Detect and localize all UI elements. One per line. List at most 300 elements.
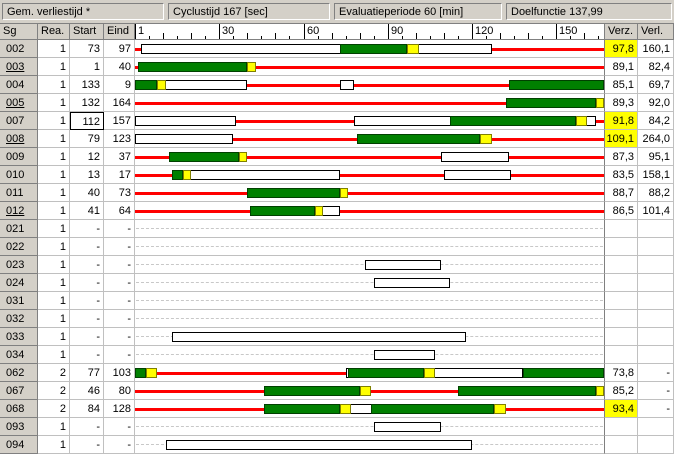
green-phase-bar (264, 386, 360, 396)
yellow-phase-bar (146, 368, 157, 378)
verz-value (605, 436, 638, 454)
signal-group-id[interactable] (0, 130, 38, 148)
green-phase-bar (135, 80, 157, 90)
green-phase-bar (264, 404, 340, 414)
ruler-tick-label: 60 (307, 25, 320, 37)
table-row[interactable] (0, 346, 674, 364)
verz-value: 88,7 (605, 184, 638, 202)
signal-group-label: 010 (6, 169, 25, 181)
signal-group-label: 032 (6, 313, 25, 325)
realisation-count: 1 (38, 346, 70, 364)
yellow-phase-bar (596, 386, 604, 396)
end-value: 128 (104, 400, 135, 418)
timeline-cell[interactable] (135, 58, 605, 76)
yellow-phase-bar (239, 152, 247, 162)
start-value: 79 (70, 130, 104, 148)
verz-value: 85,2 (605, 382, 638, 400)
start-value: - (70, 310, 104, 328)
verz-value (605, 256, 638, 274)
signal-group-id[interactable] (0, 58, 38, 76)
ruler-tick (289, 36, 290, 39)
verz-value: 73,8 (605, 364, 638, 382)
start-value: 46 (70, 382, 104, 400)
green-phase-bar (247, 188, 340, 198)
ruler-tick (149, 36, 150, 39)
verl-value (638, 238, 674, 256)
table-row[interactable] (0, 94, 674, 112)
verz-value: 86,5 (605, 202, 638, 220)
green-phase-bar (458, 386, 596, 396)
yellow-phase-bar (596, 98, 604, 108)
signal-group-id[interactable] (0, 400, 38, 418)
end-value: 17 (104, 166, 135, 184)
signal-group-id[interactable] (0, 238, 38, 256)
signal-group-id[interactable] (0, 364, 38, 382)
window-box (441, 152, 509, 162)
end-value: 157 (104, 112, 135, 130)
end-value: 97 (104, 40, 135, 58)
green-phase-bar (135, 368, 146, 378)
realisation-count: 1 (38, 436, 70, 454)
verl-value (638, 436, 674, 454)
ruler-tick (556, 24, 557, 39)
green-phase-bar (371, 404, 494, 414)
realisation-count: 1 (38, 292, 70, 310)
window-box (135, 134, 233, 144)
verz-value (605, 418, 638, 436)
window-box (166, 440, 472, 450)
timeline-cell[interactable] (135, 346, 605, 364)
start-value: - (70, 418, 104, 436)
signal-group-label: 068 (6, 403, 25, 415)
timeline-cell[interactable] (135, 166, 605, 184)
realisation-count: 1 (38, 202, 70, 220)
ruler-tick (163, 33, 164, 39)
verl-value: - (638, 382, 674, 400)
verl-value: 88,2 (638, 184, 674, 202)
realisation-count: 1 (38, 328, 70, 346)
window-box (172, 170, 340, 180)
table-row[interactable] (0, 166, 674, 184)
ruler-tick-label: 90 (391, 25, 404, 37)
end-value: 40 (104, 58, 135, 76)
row-guide-line (136, 282, 603, 283)
column-header-start[interactable]: Start (70, 24, 104, 40)
timeline-cell[interactable] (135, 382, 605, 400)
start-value: - (70, 220, 104, 238)
row-guide-line (136, 246, 603, 247)
table-row[interactable] (0, 274, 674, 292)
start-value: 41 (70, 202, 104, 220)
green-phase-bar (138, 62, 247, 72)
signal-group-label: 002 (6, 43, 25, 55)
yellow-phase-bar (315, 206, 323, 216)
end-value: 9 (104, 76, 135, 94)
start-value: - (70, 238, 104, 256)
ruler-tick (514, 36, 515, 39)
verl-value: 264,0 (638, 130, 674, 148)
verz-value: 109,1 (605, 130, 638, 148)
signal-group-label: 094 (6, 439, 25, 451)
ruler-tick (416, 33, 417, 39)
end-value: - (104, 274, 135, 292)
signal-group-label: 008 (6, 133, 25, 145)
green-phase-bar (523, 368, 604, 378)
table-row[interactable] (0, 382, 674, 400)
end-value: 73 (104, 184, 135, 202)
red-phase-line (135, 210, 604, 213)
table-row[interactable] (0, 220, 674, 238)
start-value: 77 (70, 364, 104, 382)
start-value: - (70, 346, 104, 364)
verl-value: - (638, 364, 674, 382)
yellow-phase-bar (360, 386, 371, 396)
timeline-cell[interactable] (135, 112, 605, 130)
verz-value: 91,8 (605, 112, 638, 130)
realisation-count: 1 (38, 184, 70, 202)
table-row[interactable] (0, 58, 674, 76)
realisation-count: 2 (38, 364, 70, 382)
verl-value: - (638, 400, 674, 418)
ruler-tick (205, 36, 206, 39)
start-value: 132 (70, 94, 104, 112)
start-value: 40 (70, 184, 104, 202)
verl-value (638, 274, 674, 292)
window-box (172, 332, 466, 342)
table-row[interactable] (0, 328, 674, 346)
table-row[interactable] (0, 148, 674, 166)
end-value: 64 (104, 202, 135, 220)
ruler-tick (598, 36, 599, 39)
end-value: - (104, 292, 135, 310)
start-value: 133 (70, 76, 104, 94)
verl-value: 92,0 (638, 94, 674, 112)
signal-group-id[interactable] (0, 256, 38, 274)
verz-value: 83,5 (605, 166, 638, 184)
verz-value: 85,1 (605, 76, 638, 94)
verz-value (605, 274, 638, 292)
verl-value (638, 292, 674, 310)
start-value: - (70, 436, 104, 454)
verl-value (638, 418, 674, 436)
realisation-count: 1 (38, 418, 70, 436)
timeline-cell[interactable] (135, 418, 605, 436)
timeline-cell[interactable] (135, 130, 605, 148)
table-row[interactable] (0, 436, 674, 454)
signal-group-label: 022 (6, 241, 25, 253)
column-header-sg[interactable]: Sg (0, 24, 38, 40)
window-box (340, 80, 354, 90)
title-field: Gem. verliestijd * (2, 3, 164, 20)
ruler-tick (430, 36, 431, 39)
column-header-rea[interactable]: Rea. (38, 24, 70, 40)
verl-value (638, 256, 674, 274)
yellow-phase-bar (340, 188, 348, 198)
signal-group-label: 062 (6, 367, 25, 379)
timeline-cell[interactable] (135, 238, 605, 256)
realisation-count: 1 (38, 256, 70, 274)
verz-value (605, 238, 638, 256)
ruler-tick (542, 36, 543, 39)
signal-group-label: 093 (6, 421, 25, 433)
signal-group-id[interactable] (0, 94, 38, 112)
realisation-count: 1 (38, 238, 70, 256)
signal-group-id[interactable] (0, 184, 38, 202)
window-box (365, 260, 441, 270)
realisation-count: 2 (38, 382, 70, 400)
signal-group-label: 007 (6, 115, 25, 127)
signal-group-id[interactable] (0, 112, 38, 130)
signal-group-id[interactable] (0, 346, 38, 364)
verz-value: 89,3 (605, 94, 638, 112)
green-phase-bar (506, 98, 596, 108)
table-row[interactable] (0, 310, 674, 328)
signal-group-label: 034 (6, 349, 25, 361)
table-row[interactable] (0, 202, 674, 220)
end-value: 80 (104, 382, 135, 400)
yellow-phase-bar (494, 404, 506, 414)
start-value: 1 (70, 58, 104, 76)
ruler-tick-label: 1 (138, 25, 145, 37)
start-value: 112 (70, 112, 104, 130)
window-box (374, 350, 435, 360)
verz-value (605, 220, 638, 238)
ruler-tick-label: 150 (559, 25, 578, 37)
toolbar (0, 0, 674, 24)
verz-value: 89,1 (605, 58, 638, 76)
signal-group-label: 031 (6, 295, 25, 307)
verz-value (605, 328, 638, 346)
verz-value (605, 292, 638, 310)
signal-group-id[interactable] (0, 328, 38, 346)
green-phase-bar (509, 80, 604, 90)
timeline-cell[interactable] (135, 328, 605, 346)
timeline-cell[interactable] (135, 274, 605, 292)
yellow-phase-bar (183, 170, 191, 180)
signal-group-label: 024 (6, 277, 25, 289)
realisation-count: 1 (38, 76, 70, 94)
ruler-tick (219, 24, 220, 39)
verl-value: 160,1 (638, 40, 674, 58)
signal-group-id[interactable] (0, 148, 38, 166)
signal-group-id[interactable] (0, 220, 38, 238)
table-row[interactable] (0, 256, 674, 274)
ruler-tick (388, 24, 389, 39)
verz-value: 87,3 (605, 148, 638, 166)
signal-group-label: 033 (6, 331, 25, 343)
start-value: 13 (70, 166, 104, 184)
ruler-tick-label: 30 (222, 25, 235, 37)
table-row[interactable] (0, 40, 674, 58)
end-value: - (104, 436, 135, 454)
verl-value: 101,4 (638, 202, 674, 220)
cycle-time-field: Cyclustijd 167 [sec] (168, 3, 330, 20)
ruler-tick (500, 33, 501, 39)
verl-value: 95,1 (638, 148, 674, 166)
realisation-count: 1 (38, 58, 70, 76)
green-phase-bar (172, 170, 183, 180)
ruler-tick (304, 24, 305, 39)
end-value: - (104, 220, 135, 238)
signal-group-id[interactable] (0, 382, 38, 400)
green-phase-bar (169, 152, 239, 162)
end-value: - (104, 328, 135, 346)
ruler-tick (191, 33, 192, 39)
end-value: 164 (104, 94, 135, 112)
realisation-count: 1 (38, 274, 70, 292)
timeline-cell[interactable] (135, 148, 605, 166)
timeline-cell[interactable] (135, 436, 605, 454)
yellow-phase-bar (576, 116, 587, 126)
realisation-count: 1 (38, 40, 70, 58)
verl-value (638, 310, 674, 328)
signal-group-id[interactable] (0, 292, 38, 310)
start-value: 73 (70, 40, 104, 58)
signal-group-label: 009 (6, 151, 25, 163)
signal-group-label: 067 (6, 385, 25, 397)
start-value: - (70, 292, 104, 310)
signal-group-label: 021 (6, 223, 25, 235)
yellow-phase-bar (157, 80, 166, 90)
timeline-cell[interactable] (135, 202, 605, 220)
signal-group-id[interactable] (0, 418, 38, 436)
green-phase-bar (348, 368, 424, 378)
green-phase-bar (250, 206, 315, 216)
start-value: - (70, 256, 104, 274)
signal-group-id[interactable] (0, 310, 38, 328)
window-box (135, 116, 236, 126)
verl-value (638, 346, 674, 364)
window-box (444, 170, 511, 180)
end-value: 37 (104, 148, 135, 166)
window-box (374, 422, 441, 432)
signal-group-id[interactable] (0, 202, 38, 220)
signal-group-id[interactable] (0, 40, 38, 58)
end-value: - (104, 310, 135, 328)
verl-value (638, 220, 674, 238)
verz-value (605, 310, 638, 328)
row-guide-line (136, 354, 603, 355)
ruler-tick (360, 33, 361, 39)
verl-value: 84,2 (638, 112, 674, 130)
realisation-count: 1 (38, 94, 70, 112)
green-phase-bar (357, 134, 480, 144)
end-value: - (104, 256, 135, 274)
timeline-cell[interactable] (135, 364, 605, 382)
table-row[interactable] (0, 130, 674, 148)
timeline-cell[interactable] (135, 220, 605, 238)
column-header-verz[interactable]: Verz. (605, 24, 638, 40)
window-box (141, 44, 492, 54)
yellow-phase-bar (247, 62, 256, 72)
timeline-ruler (135, 24, 605, 40)
red-phase-line (135, 192, 604, 195)
start-value: 84 (70, 400, 104, 418)
timeline-cell[interactable] (135, 94, 605, 112)
ruler-tick (135, 24, 136, 39)
end-value: 123 (104, 130, 135, 148)
ruler-tick (458, 36, 459, 39)
ruler-tick (332, 33, 333, 39)
ruler-tick (374, 36, 375, 39)
signal-group-id[interactable] (0, 76, 38, 94)
table-row[interactable] (0, 112, 674, 130)
verz-value: 93,4 (605, 400, 638, 418)
ruler-tick (177, 36, 178, 39)
signal-group-label: 003 (6, 61, 25, 73)
table-row[interactable] (0, 364, 674, 382)
table-row[interactable] (0, 238, 674, 256)
yellow-phase-bar (340, 404, 351, 414)
table-row[interactable] (0, 418, 674, 436)
realisation-count: 1 (38, 166, 70, 184)
table-row[interactable] (0, 76, 674, 94)
signal-group-label: 012 (6, 205, 25, 217)
timeline-cell[interactable] (135, 292, 605, 310)
verl-value: 158,1 (638, 166, 674, 184)
objective-function-field: Doelfunctie 137,99 (506, 3, 672, 20)
ruler-tick-label: 120 (475, 25, 494, 37)
green-phase-bar (340, 44, 407, 54)
realisation-count: 2 (38, 400, 70, 418)
signal-group-label: 011 (6, 187, 24, 199)
realisation-count: 1 (38, 310, 70, 328)
realisation-count: 1 (38, 130, 70, 148)
ruler-tick (346, 36, 347, 39)
signal-group-id[interactable] (0, 166, 38, 184)
timeline-cell[interactable] (135, 256, 605, 274)
end-value: - (104, 346, 135, 364)
yellow-phase-bar (424, 368, 435, 378)
realisation-count: 1 (38, 220, 70, 238)
ruler-tick (261, 36, 262, 39)
signal-group-id[interactable] (0, 436, 38, 454)
end-value: 103 (104, 364, 135, 382)
column-header-verl[interactable]: Verl. (638, 24, 674, 40)
signal-group-id[interactable] (0, 274, 38, 292)
signal-group-label: 005 (6, 97, 25, 109)
verl-value: 69,7 (638, 76, 674, 94)
ruler-tick (584, 33, 585, 39)
table-row[interactable] (0, 400, 674, 418)
verz-value (605, 346, 638, 364)
start-value: - (70, 274, 104, 292)
verl-value: 82,4 (638, 58, 674, 76)
window-box (374, 278, 450, 288)
ruler-tick (444, 33, 445, 39)
column-header-eind[interactable]: Eind (104, 24, 135, 40)
row-guide-line (136, 300, 603, 301)
table-row[interactable] (0, 184, 674, 202)
verl-value (638, 328, 674, 346)
ruler-tick (472, 24, 473, 39)
timeline-cell[interactable] (135, 310, 605, 328)
timeline-cell[interactable] (135, 40, 605, 58)
row-guide-line (136, 318, 603, 319)
row-guide-line (136, 228, 603, 229)
yellow-phase-bar (407, 44, 419, 54)
signal-group-label: 023 (6, 259, 25, 271)
timeline-cell[interactable] (135, 76, 605, 94)
timeline-cell[interactable] (135, 400, 605, 418)
end-value: - (104, 418, 135, 436)
green-phase-bar (450, 116, 576, 126)
realisation-count: 1 (38, 148, 70, 166)
table-row[interactable] (0, 292, 674, 310)
timeline-cell[interactable] (135, 184, 605, 202)
yellow-phase-bar (480, 134, 492, 144)
row-guide-line (136, 426, 603, 427)
